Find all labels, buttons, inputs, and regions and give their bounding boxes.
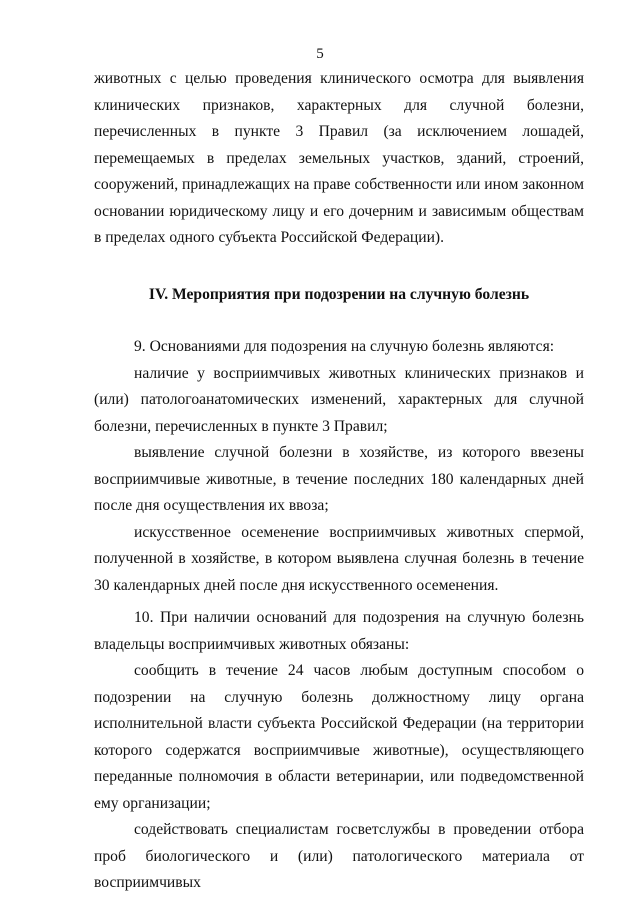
- section-heading: IV. Мероприятия при подозрении на случную болезнь: [148, 285, 530, 303]
- paragraph-continuation: животных с целью проведения клинического осмотра для выявления клинических признаков, характерных для случной болезни, перечисленных в пункте 3 Правил (за исключением лошадей, перемещаемых в пределах земельных участков, зданий, строений, сооружений, принадлежащих на праве собственности или ином законном основании юридическому лицу и его дочерним и зависимым обществам в пределах одного субъекта Российской Федерации).: [94, 70, 584, 246]
- paragraph-item-9-clinical-signs: наличие у восприимчивых животных клинических признаков и (или) патологоанатомических изменений, характерных для случной болезни, перечисленных в пункте 3 Правил;: [94, 364, 584, 435]
- paragraph-item-10: 10. При наличии оснований для подозрения на случную болезнь владельцы восприимчивых животных обязаны:: [94, 609, 584, 653]
- paragraph-item-10-assist: содействовать специалистам госветслужбы в проведении отбора проб биологического и (или) патологического материала от восприимчивых: [94, 821, 584, 891]
- paragraph-item-10-report: сообщить в течение 24 часов любым доступным способом о подозрении на случную болезнь должностному лицу органа исполнительной власти субъекта Российской Федерации (на территории которого содержатся восприимчивые животные), осуществляющего переданные полномочия в области ветеринарии, или подведомственной ему организации;: [94, 662, 584, 812]
- page-number: 5: [316, 46, 324, 62]
- paragraph-item-9: 9. Основаниями для подозрения на случную болезнь являются:: [134, 338, 555, 355]
- document-body: [94, 66, 584, 897]
- paragraph-item-9-insemination: искусственное осеменение восприимчивых животных спермой, полученной в хозяйстве, в котором выявлена случная болезнь в течение 30 календарных дней после дня искусственного осеменения.: [94, 523, 584, 594]
- paragraph-item-9-import: выявление случной болезни в хозяйстве, из которого ввезены восприимчивые животные, в течение последних 180 календарных дней после дня осуществления их ввоза;: [94, 444, 584, 514]
